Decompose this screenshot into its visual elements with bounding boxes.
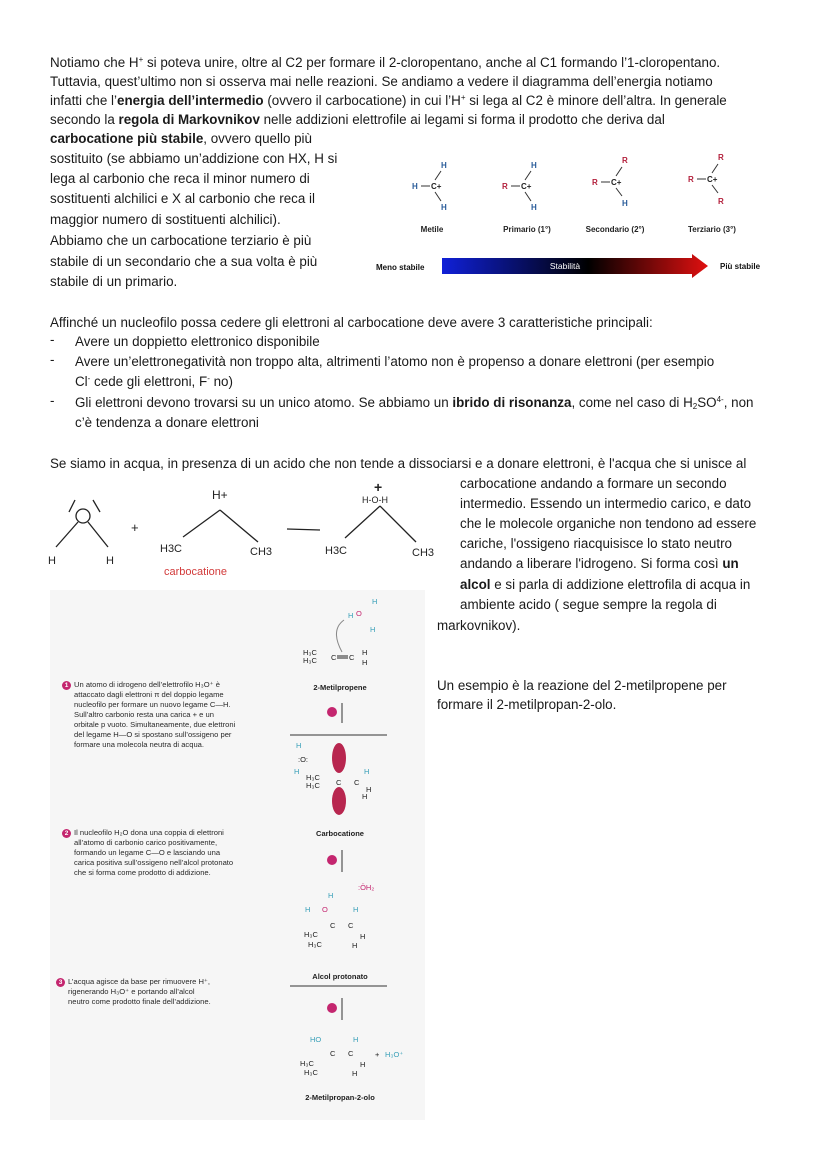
atom-h: H	[364, 767, 370, 776]
nucleophile-intro: Affinché un nucleofilo possa cedere gli elettroni al carbocatione deve avere 3 caratteristiche principali:	[50, 315, 653, 330]
water-nucleophile: :O:	[298, 755, 309, 764]
atom-h: H	[622, 199, 628, 208]
text: neutro come prodotto finale dell’addizione.	[68, 997, 211, 1006]
h3c: H₃C	[308, 940, 322, 949]
h3c: H₃C	[303, 648, 317, 657]
atom-h: H	[441, 161, 447, 170]
handwritten-reaction-sketch	[40, 470, 440, 585]
bold-term: regola di Markovnikov	[118, 112, 260, 127]
atom-c: C+	[431, 182, 442, 191]
text: e si parla di addizione elettrofila di acqua in	[490, 577, 751, 592]
atom-r: R	[592, 178, 598, 187]
name-carbocation: Carbocatione	[316, 829, 364, 838]
example-line: Un esempio è la reazione del 2-metilpropene per	[437, 678, 727, 693]
text: all’atomo di carbonio carico positivamente,	[74, 838, 218, 847]
text: formando un legame C—O e lasciando una	[74, 848, 221, 857]
atom-h: H	[531, 203, 537, 212]
atom-c: C	[349, 653, 355, 662]
superscript: 4-	[716, 395, 724, 404]
text: Gli elettroni devono trovarsi su un unico atomo. Se abbiamo un	[75, 395, 453, 410]
text: nelle addizioni elettrofile ai legami si forma il prodotto che deriva dal	[259, 112, 665, 127]
intro-line: maggior numero di sostituenti alchilici).	[50, 212, 281, 227]
atom-r: R	[718, 153, 724, 162]
atom-h: H	[372, 597, 378, 606]
text: , non	[723, 395, 754, 410]
intro-line	[50, 91, 727, 110]
text: , come nel caso di H	[571, 395, 693, 410]
reaction-arrow	[287, 529, 320, 530]
text: , ovvero quello più	[203, 131, 312, 146]
bold-term: energia dell’intermedio	[117, 93, 264, 108]
intro-line	[50, 53, 720, 72]
water-line	[460, 554, 739, 573]
intro-line: sostituenti alchilici e X al carbonio che reca il	[50, 191, 315, 206]
water-base: :ÖH₂	[358, 883, 375, 892]
text: attaccato dagli elettroni π del doppio legame	[74, 690, 224, 699]
text: si poteva unire, oltre al C2 per formare il 2-cloropentano, anche al C1 formando l’1-cloropentano.	[143, 55, 721, 70]
step-1-marker	[327, 707, 337, 717]
text: infatti che l’	[50, 93, 117, 108]
text: no)	[209, 374, 233, 389]
atom-o: O	[322, 905, 328, 914]
carbocation-sketch	[160, 488, 272, 578]
h3c: H₃C	[304, 1068, 318, 1077]
stability-label: Stabilità	[549, 261, 581, 271]
atom-h: H	[531, 161, 537, 170]
primary-carbocation	[502, 161, 537, 212]
step-1-text	[62, 680, 235, 750]
text: L’acqua agisce da base per rimuovere H⁺,	[68, 977, 211, 986]
atom-h: H	[48, 555, 56, 567]
atom-h: H	[353, 1035, 359, 1044]
name-protonated-alcohol: Alcol protonato	[312, 972, 368, 981]
water-line: Se siamo in acqua, in presenza di un acido che non tende a dissociarsi e a donare elettroni, è l'acqua che si unisce al	[50, 456, 747, 471]
text: andando a liberare l'idrogeno. Si forma così	[460, 556, 723, 571]
water-line: markovnikov).	[437, 618, 521, 633]
h-o-h: H-O-H	[362, 495, 388, 505]
text: si lega al C2 è minore dell’altra. In generale	[465, 93, 727, 108]
atom-r: R	[622, 156, 628, 165]
intro-line: stabile di un secondario che a sua volta è più	[50, 254, 318, 269]
step-number: 3	[56, 978, 65, 987]
atom-c: C	[348, 921, 354, 930]
atom-h: H	[106, 555, 114, 567]
text: Un atomo di idrogeno dell’elettrofilo H₃O⁺ è	[74, 680, 220, 689]
bold-term: un	[722, 556, 739, 571]
atom-h: H	[360, 932, 366, 941]
protonated-alcohol-sketch	[325, 479, 434, 559]
ch3-group: CH3	[250, 546, 273, 558]
atom-c: C	[331, 653, 337, 662]
label-less-stable: Meno stabile	[376, 263, 425, 272]
atom-r: R	[718, 197, 724, 206]
positive-charge: +	[374, 479, 383, 495]
bold-term: carbocatione più stabile	[50, 131, 204, 146]
plus-sign: +	[375, 1050, 380, 1059]
text: Cl	[75, 374, 88, 389]
carbocation-stability-figure	[370, 140, 780, 280]
text: del legame H—O si spostano sull’ossigeno per	[74, 730, 232, 739]
atom-c: C	[330, 921, 336, 930]
atom-r: R	[502, 182, 508, 191]
text: Il nucleofilo H₂O dona una coppia di elettroni	[74, 828, 224, 837]
superscript: +	[460, 93, 466, 102]
subscript: 2	[692, 402, 698, 411]
superscript: -	[207, 374, 210, 383]
intro-line	[50, 129, 312, 148]
atom-h: H	[296, 741, 302, 750]
atom-c: C	[354, 778, 360, 787]
secondary-carbocation	[592, 156, 628, 208]
step-number: 1	[62, 681, 71, 690]
step-2-text	[62, 828, 233, 878]
atom-h: H	[370, 625, 376, 634]
step-3-marker	[327, 1003, 337, 1013]
atom-o: O	[356, 609, 362, 618]
intro-line: lega al carbonio che reca il minor numero di	[50, 171, 310, 186]
text: secondo la	[50, 112, 119, 127]
water-line: intermedio. Essendo un intermedio carico, e dato	[460, 496, 752, 511]
example-line: formare il 2-metilpropan-2-olo.	[437, 697, 617, 712]
intro-line: Abbiamo che un carbocatione terziario è più	[50, 233, 312, 248]
plus-sign: +	[131, 520, 139, 535]
text: carica positiva sull’ossigeno nell’alcol protonato	[74, 858, 234, 867]
h3c-group: H3C	[160, 543, 183, 555]
methylpropene-structure	[303, 597, 377, 667]
atom-h: H	[441, 203, 447, 212]
name-methylpropanol: 2-Metilpropan-2-olo	[305, 1093, 375, 1102]
text: orbitale p vuoto. Simultaneamente, due elettroni	[74, 720, 236, 729]
intro-line: stabile di un primario.	[50, 274, 178, 289]
intro-line	[50, 110, 665, 129]
bullet-item	[75, 393, 754, 412]
atom-h: H	[352, 1069, 358, 1078]
water-line	[460, 575, 750, 594]
label-tertiary: Terziario (3°)	[688, 225, 736, 234]
name-methylpropene: 2-Metilpropene	[313, 683, 367, 692]
label-secondary: Secondario (2°)	[585, 225, 645, 234]
methyl-carbocation	[412, 161, 447, 212]
atom-c: C	[330, 1049, 336, 1058]
text: formare una molecola neutra di acqua.	[74, 740, 205, 749]
text: rigenerando H₃O⁺ e portando all’alcol	[68, 987, 195, 996]
protonated-alcohol-structure	[304, 883, 374, 950]
text: Sull’altro carbonio resta una carica + e un	[74, 710, 214, 719]
step-3-text	[56, 977, 211, 1007]
bullet-item-cont	[75, 372, 233, 391]
hydroxyl: HO	[310, 1035, 322, 1044]
bullet-dash: -	[50, 332, 55, 347]
h3c-group: H3C	[325, 545, 348, 557]
intro-line: sostituito (se abbiamo un’addizione con HX, H si	[50, 151, 338, 166]
h3c: H₃C	[306, 781, 320, 790]
bold-term: ibrido di risonanza	[452, 395, 572, 410]
atom-h: H	[305, 905, 311, 914]
bold-term: alcol	[460, 577, 491, 592]
mechanism-diagram	[280, 590, 430, 1110]
carbocation-structure	[294, 741, 371, 815]
text: cede gli elettroni, F	[90, 374, 208, 389]
atom-h: H	[362, 658, 368, 667]
atom-h: H	[366, 785, 372, 794]
atom-h: H	[348, 611, 354, 620]
h3c: H₃C	[306, 773, 320, 782]
bullet-dash: -	[50, 352, 55, 367]
label-methyl: Metile	[420, 225, 444, 234]
p-orbital-lobe	[332, 787, 346, 815]
h3c: H₃C	[300, 1059, 314, 1068]
atom-h: H	[362, 792, 368, 801]
label-primary: Primario (1°)	[503, 225, 551, 234]
water-molecule	[48, 500, 114, 567]
atom-h: H	[294, 767, 300, 776]
ch3-group: CH3	[412, 547, 435, 559]
atom-c: C	[336, 778, 342, 787]
atom-h: H	[353, 905, 359, 914]
intro-line: Tuttavia, quest’ultimo non si osserva mai nelle reazioni. Se andiamo a vedere il diagramma dell’energia notiamo	[50, 74, 713, 89]
atom-c: C+	[521, 182, 532, 191]
text: SO	[697, 395, 717, 410]
water-line: carbocatione andando a formare un secondo	[460, 476, 727, 491]
water-line: che le molecole organiche non tendono ad essere	[460, 516, 757, 531]
tertiary-carbocation	[688, 153, 724, 206]
text: Notiamo che H	[50, 55, 139, 70]
step-2-marker	[327, 855, 337, 865]
atom-r: R	[688, 175, 694, 184]
text: che si forma come prodotto di addizione.	[74, 868, 211, 877]
text: (ovvero il carbocatione) in cui l’H	[263, 93, 461, 108]
water-line: ambiente acido ( segue sempre la regola di	[460, 597, 717, 612]
atom-c: C+	[611, 178, 622, 187]
h3c: H₃C	[303, 656, 317, 665]
superscript: +	[138, 55, 144, 64]
carbocation-label: carbocatione	[164, 566, 227, 578]
step-number: 2	[62, 829, 71, 838]
atom-h: H	[360, 1060, 366, 1069]
atom-h: H	[412, 182, 418, 191]
bullet-item: Avere un’elettronegatività non troppo alta, altrimenti l’atomo non è propenso a donare elettroni (per esempio	[75, 354, 715, 369]
atom-h: H	[362, 648, 368, 657]
p-orbital-lobe	[332, 743, 346, 773]
alcohol-structure	[300, 1035, 403, 1078]
water-line: cariche, l'ossigeno riacquisisce lo stato neutro	[460, 536, 732, 551]
text: nucleofilo per formare un nuovo legame C—H.	[74, 700, 231, 709]
atom-c: C+	[707, 175, 718, 184]
label-more-stable: Più stabile	[720, 262, 761, 271]
h-plus: H+	[212, 488, 228, 502]
atom-c: C	[348, 1049, 354, 1058]
atom-h: H	[352, 941, 358, 950]
superscript: -	[87, 374, 91, 383]
bullet-item: Avere un doppietto elettronico disponibile	[75, 334, 320, 349]
bullet-dash: -	[50, 393, 55, 408]
atom-h: H	[328, 891, 334, 900]
hydronium: H₃O⁺	[385, 1050, 404, 1059]
h3c: H₃C	[304, 930, 318, 939]
bullet-item-cont: c’è tendenza a donare elettroni	[75, 415, 259, 430]
